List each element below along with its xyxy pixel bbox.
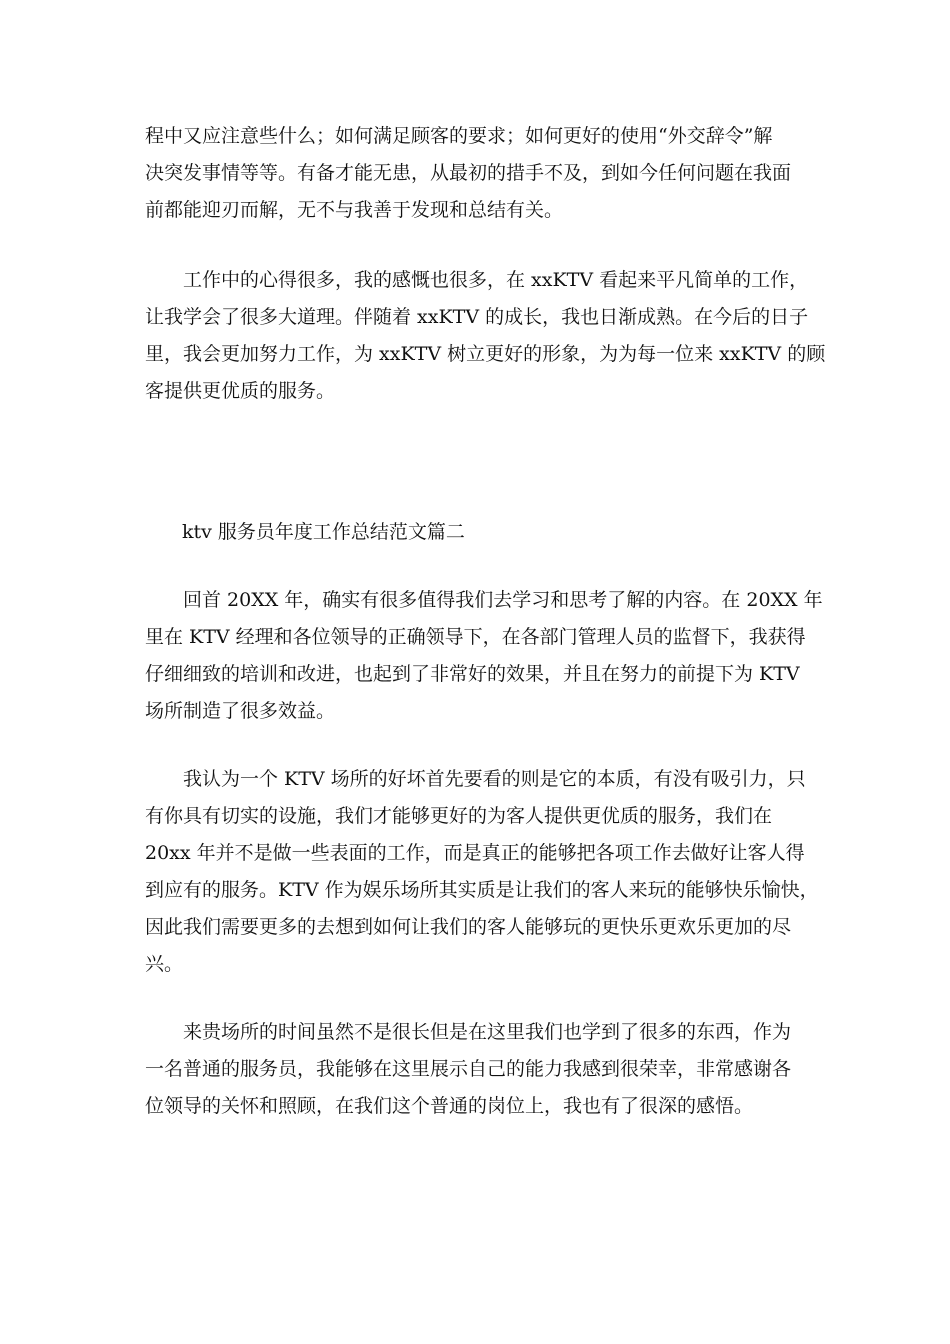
paragraph-2: [145, 262, 826, 410]
paragraph-5: [145, 1014, 810, 1125]
text-line: 里，我会更加努力工作，为 xxKTV 树立更好的形象，为为每一位来 xxKTV 的顾: [145, 343, 826, 365]
text-line: 兴。: [145, 953, 184, 975]
text-line: 20xx 年并不是做一些表面的工作，而是真正的能够把各项工作去做好让客人得: [145, 842, 805, 864]
paragraph-1: [145, 118, 810, 229]
text-line: 回首 20XX 年，确实有很多值得我们去学习和思考了解的内容。在 20XX 年: [145, 589, 823, 611]
text-line: 客提供更优质的服务。: [145, 380, 336, 402]
text-line: 仔细细致的培训和改进，也起到了非常好的效果，并且在努力的前提下为 KTV: [145, 663, 800, 685]
text-line: 前都能迎刃而解，无不与我善于发现和总结有关。: [145, 199, 564, 221]
text-line: 工作中的心得很多，我的感慨也很多，在 xxKTV 看起来平凡简单的工作，: [145, 269, 809, 291]
text-line: 决突发事情等等。有备才能无患，从最初的措手不及，到如今任何问题在我面: [145, 162, 792, 184]
text-line: 来贵场所的时间虽然不是很长但是在这里我们也学到了很多的东西，作为: [145, 1021, 792, 1043]
text-line: 因此我们需要更多的去想到如何让我们的客人能够玩的更快乐更欢乐更加的尽: [145, 916, 792, 938]
text-line: 位领导的关怀和照顾，在我们这个普通的岗位上，我也有了很深的感悟。: [145, 1095, 754, 1117]
text-line: 程中又应注意些什么；如何满足顾客的要求；如何更好的使用“外交辞令”解: [145, 125, 773, 147]
paragraph-3: [145, 582, 823, 730]
section-heading: ktv 服务员年度工作总结范文篇二: [182, 521, 465, 543]
text-line: 让我学会了很多大道理。伴随着 xxKTV 的成长，我也日渐成熟。在今后的日子: [145, 306, 809, 328]
text-line: 里在 KTV 经理和各位领导的正确领导下，在各部门管理人员的监督下，我获得: [145, 626, 806, 648]
text-line: 到应有的服务。KTV 作为娱乐场所其实质是让我们的客人来玩的能够快乐愉快，: [145, 879, 819, 901]
text-line: 场所制造了很多效益。: [145, 700, 336, 722]
text-line: 一名普通的服务员，我能够在这里展示自己的能力我感到很荣幸，非常感谢各: [145, 1058, 792, 1080]
text-line: 我认为一个 KTV 场所的好坏首先要看的则是它的本质，有没有吸引力，只: [145, 768, 806, 790]
text-line: 有你具有切实的设施，我们才能够更好的为客人提供更优质的服务，我们在: [145, 805, 773, 827]
paragraph-4: [145, 761, 819, 983]
